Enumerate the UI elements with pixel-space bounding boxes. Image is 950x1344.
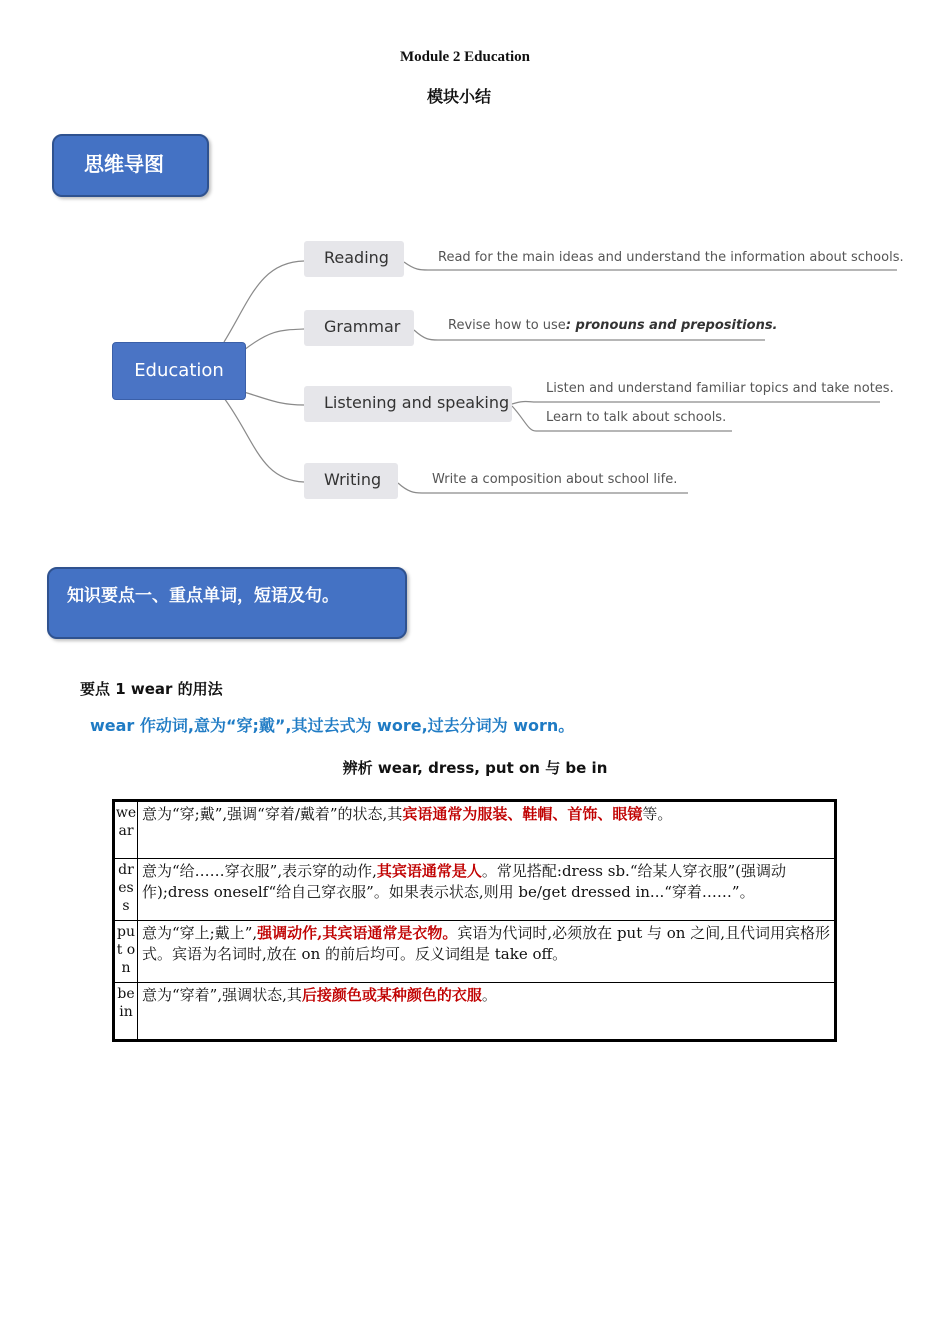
listening-detail-1: Listen and understand familiar topics and take notes. xyxy=(546,381,894,396)
explanation-text: 意为“给……穿衣服”,表示穿的动作, xyxy=(142,862,377,880)
row-key: wear xyxy=(114,801,138,859)
emphasis-text: 宾语通常为服装、鞋帽、首饰、眼镜 xyxy=(402,805,643,823)
mind-map-section-label: 思维导图 xyxy=(84,152,164,176)
branch-grammar: Grammar xyxy=(304,310,414,346)
explanation-text: 意为“穿上;戴上”, xyxy=(142,924,258,942)
analysis-title: 辨析 wear, dress, put on 与 be in xyxy=(342,759,608,777)
writing-detail: Write a composition about school life. xyxy=(432,472,678,487)
page-title: Module 2 Education xyxy=(399,49,531,65)
row-key: dress xyxy=(114,859,138,921)
explanation-text: 等。 xyxy=(642,805,673,823)
row-explanation xyxy=(138,921,836,983)
branch-writing: Writing xyxy=(304,463,398,499)
table-row xyxy=(114,801,836,859)
explanation-text: 宾语为代词时,必须放在 put 与 on 之间,且代词用宾格形式。宾语为名词时,放在 on 的前后均可。反义词组是 take off。 xyxy=(142,924,830,963)
comparison-table xyxy=(112,799,837,1042)
emphasis-text: 强调动作,其宾语通常是衣物。 xyxy=(257,924,458,942)
table-row xyxy=(114,921,836,983)
point-definition: wear 作动词,意为“穿;戴”,其过去式为 wore,过去分词为 worn。 xyxy=(90,716,575,735)
emphasis-text: 后接颜色或某种颜色的衣服 xyxy=(301,986,482,1004)
row-key: be in xyxy=(114,983,138,1041)
explanation-text: 。 xyxy=(481,986,497,1004)
listening-detail-2: Learn to talk about schools. xyxy=(546,410,727,425)
page-subtitle: 模块小结 xyxy=(426,87,491,106)
grammar-detail-prefix: Revise how to use xyxy=(448,318,566,333)
grammar-detail xyxy=(448,318,778,333)
explanation-text: 意为“穿;戴”,强调“穿着/戴着”的状态,其 xyxy=(142,805,403,823)
knowledge-section-label: 知识要点一、重点单词，短语及句。 xyxy=(67,586,339,606)
row-explanation xyxy=(138,983,836,1041)
row-explanation xyxy=(138,859,836,921)
table-row xyxy=(114,859,836,921)
explanation-text: 意为“穿着”,强调状态,其 xyxy=(142,986,302,1004)
point-heading: 要点 1 wear 的用法 xyxy=(80,680,223,698)
row-key: put on xyxy=(114,921,138,983)
row-explanation xyxy=(138,801,836,859)
reading-detail: Read for the main ideas and understand the information about schools. xyxy=(438,250,904,265)
explanation-text: 。常见搭配:dress sb.“给某人穿衣服”(强调动作);dress oneself“给自己穿衣服”。如果表示状态,则用 be/get dressed in...“穿着……”。 xyxy=(142,862,787,901)
grammar-detail-emphasis: : pronouns and prepositions. xyxy=(565,318,778,333)
branch-reading: Reading xyxy=(304,241,404,277)
branch-listening-speaking: Listening and speaking xyxy=(304,386,512,422)
emphasis-text: 其宾语通常是人 xyxy=(376,862,482,880)
knowledge-section-header xyxy=(47,567,407,639)
table-row xyxy=(114,983,836,1041)
mind-map-root: Education xyxy=(112,342,246,400)
